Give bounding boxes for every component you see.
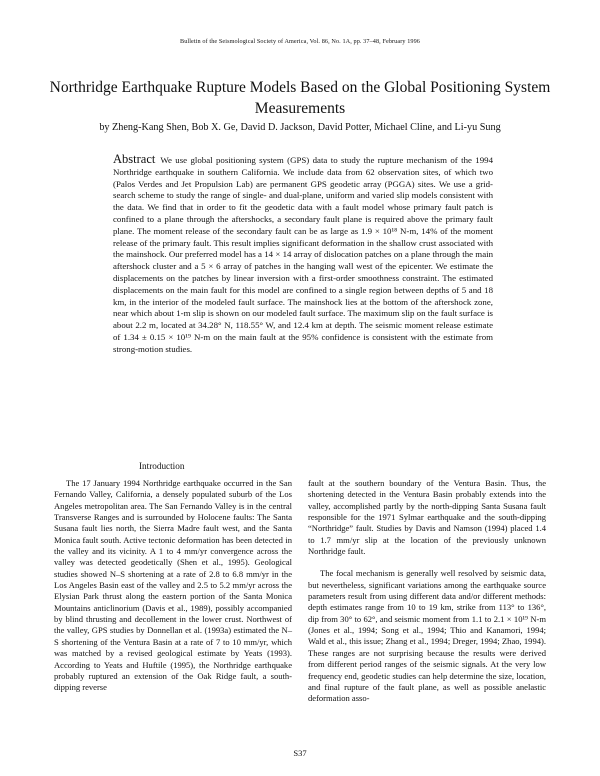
intro-paragraph-continued: fault at the southern boundary of the Ventura Basin. Thus, the shortening detected in the Ventura Basin probably extends into the valley, accomplished partly by the north-dipping Santa Susana fault responsible for the 1971 Sylmar earthquake and the south-dipping “Northridge” fault. Studies by Davis and Namson (1994) placed 1.4 to 1.7 mm/yr slip at the location of the previously unknown Northridge fault.	[308, 478, 546, 557]
paper-title: Northridge Earthquake Rupture Models Based on the Global Positioning System Measurements	[49, 79, 551, 117]
abstract-label: Abstract	[113, 152, 156, 166]
intro-paragraph-2: The focal mechanism is generally well resolved by seismic data, but nevertheless, significant variations among the earthquake source parameters result from using different data and/or different methods: depth estimates range from 10 to 19 km, strike from 113° to 136°, dip from 30° to 62°, and seismic moment from 1.1 to 2.1 × 10¹⁹ N-m (Jones et al., 1994; Song et al., 1994; Thio and Kanamori, 1994; Wald et al., this issue; Zhang et al., 1994; Dreger, 1994; Zhao, 1994). These ranges are not surprising because the results were derived from different period ranges of the seismic signals. At the very low frequency end, geodetic studies can help determine the size, location, and final rupture of the fault plane, as well as possible anelastic deformation asso-	[308, 568, 546, 704]
abstract-text: We use global positioning system (GPS) data to study the rupture mechanism of the 1994 Northridge earthquake in southern California. We include data from 62 observation sites, of which two (Palos Verdes and Jet Propulsion Lab) are permanent GPS geodetic array (PGGA) sites. We use a grid-search scheme to study the range of single- and dual-plane, uniform and varied slip models consistent with the data. We find that in order to fit the geodetic data with a fault model whose primary fault patch is confined to a plane through the aftershocks, a secondary fault plane is required above the primary fault plane. The moment release of the secondary fault can be as large as 1.9 × 10¹⁸ N-m, 14% of the moment release of the primary fault. This result implies significant deformation in the shallow crust associated with the mainshock. Our preferred model has a 14 × 14 array of dislocation patches on a plane through the main aftershock cluster and a 5 × 6 array of patches in the hanging wall west of the epicenter. We estimate the displacements on the patches by linear inversion with a first-order smoothness constraint. The estimated displacements on the main fault for this model are confined to a single region between depths of 5 and 18 km, in the interior of the modeled fault surface. The mainshock lies at the bottom of the aftershock zone, near which about 1-m slip is shown on our modeled fault surface. The maximum slip on the fault surface is about 2.2 m, located at 34.28° N, 118.55° W, and 12.4 km at depth. The seismic moment release estimate of 1.34 ± 0.15 × 10¹⁹ N-m on the main fault at the 95% confidence is consistent with the estimate from strong-motion studies.	[113, 155, 493, 354]
page-number: S37	[293, 748, 307, 758]
author-line: by Zheng-Kang Shen, Bob X. Ge, David D. Jackson, David Potter, Michael Cline, and Li-yu Sung	[99, 122, 501, 133]
intro-paragraph-1: The 17 January 1994 Northridge earthquake occurred in the San Fernando Valley, California, a densely populated suburb of the Los Angeles metropolitan area. The San Fernando Valley is in the central Transverse Ranges and is surrounded by Holocene faults: The Santa Susana fault lies north, the Sierra Madre fault west, and the Santa Monica fault south. Active tectonic deformation has been detected in the valley and its vicinity. A 1 to 4 mm/yr convergence across the valley was detected geodetically (Shen et al., 1995). Geological studies showed N–S shortening at a rate of 2.8 to 6.8 mm/yr in the Los Angeles Basin east of the valley and 2.5 to 5.2 mm/yr across the Elysian Park thrust along the eastern portion of the Santa Monica Mountains anticlinorium (Davis et al., 1989), possibly accompanied by blind thrusting and decollement in the lower crust. Northwest of the valley, GPS studies by Donnellan et al. (1993a) estimated the N–S shortening of the Ventura Basin at a rate of 7 to 10 mm/yr, which was matched by a revised geological estimate by Yeats (1993). According to Yeats and Huftile (1995), the Northridge earthquake probably ruptured an extension of the Oak Ridge fault, a south-dipping reverse	[54, 478, 292, 693]
left-column	[54, 478, 292, 694]
section-heading-introduction: Introduction	[139, 461, 185, 471]
journal-header: Bulletin of the Seismological Society of America, Vol. 86, No. 1A, pp. 37–48, February 1996	[179, 38, 420, 45]
abstract-block	[113, 154, 493, 356]
right-column	[308, 478, 546, 705]
